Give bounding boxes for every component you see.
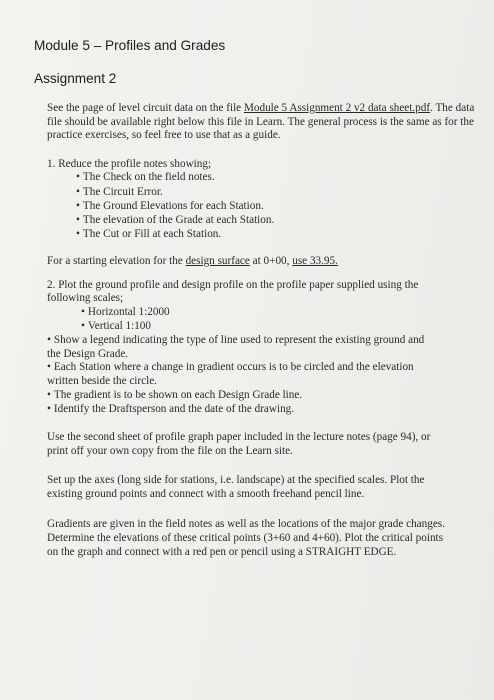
starting-elevation-line: For a starting elevation for the design surface at 0+00, use 33.95. xyxy=(47,255,338,267)
item2-bullet: • Show a legend indicating the type of line used to represent the existing ground and xyxy=(47,334,425,346)
bullet-icon: • xyxy=(76,200,80,212)
item1-bullet: • The Check on the field notes. xyxy=(76,171,215,183)
item2-bullet-cont: written beside the circle. xyxy=(47,375,157,387)
intro-text-start: See the page of level circuit data on the file xyxy=(47,102,244,114)
design-surface-text: design surface xyxy=(185,255,250,267)
bullet-icon: • xyxy=(81,306,85,318)
gradients-paragraph-cont: on the graph and connect with a red pen or pencil using a STRAIGHT EDGE. xyxy=(47,546,397,558)
bullet-icon: • xyxy=(76,228,80,240)
graph-paper-paragraph: Use the second sheet of profile graph paper included in the lecture notes (page 94), or xyxy=(47,431,431,443)
bullet-icon: • xyxy=(76,214,80,226)
scale-bullet: • Vertical 1:100 xyxy=(81,320,151,332)
item1-heading: 1. Reduce the profile notes showing; xyxy=(47,158,212,170)
intro-text-end: . The data file should be available right below this file in Learn. The general process is the same as for the practice exercises, so feel free to use that as a guide. xyxy=(47,102,475,142)
assignment-title: Assignment 2 xyxy=(34,71,117,86)
item2-bullet: • Identify the Draftsperson and the date of the drawing. xyxy=(47,403,295,415)
item2-bullet: • The gradient is to be shown on each Design Grade line. xyxy=(47,389,303,401)
item1-bullet: • The elevation of the Grade at each Station. xyxy=(76,214,275,226)
bullet-icon: • xyxy=(47,403,51,415)
axes-paragraph-cont: existing ground points and connect with a smooth freehand pencil line. xyxy=(47,488,365,500)
bullet-icon: • xyxy=(47,389,51,401)
data-sheet-link[interactable]: Module 5 Assignment 2 v2 data sheet.pdf xyxy=(243,102,431,114)
item2-heading-cont: following scales; xyxy=(47,292,124,304)
bullet-icon: • xyxy=(47,361,51,373)
item1-bullet: • The Ground Elevations for each Station. xyxy=(76,200,264,212)
scale-bullet: • Horizontal 1:2000 xyxy=(81,306,170,318)
gradients-paragraph-cont: Determine the elevations of these critical points (3+60 and 4+60). Plot the critical points xyxy=(47,532,443,544)
bullet-icon: • xyxy=(47,334,51,346)
item2-heading: 2. Plot the ground profile and design profile on the profile paper supplied using the xyxy=(47,279,419,291)
module-title: Module 5 – Profiles and Grades xyxy=(34,38,226,53)
item1-bullet: • The Cut or Fill at each Station. xyxy=(76,228,222,240)
axes-paragraph: Set up the axes (long side for stations, i.e. landscape) at the specified scales. Plot the xyxy=(47,474,425,486)
item2-bullet-cont: the Design Grade. xyxy=(47,348,129,360)
bullet-icon: • xyxy=(76,171,80,183)
item1-bullet: • The Circuit Error. xyxy=(76,186,163,198)
bullet-icon: • xyxy=(81,320,85,332)
bullet-icon: • xyxy=(76,186,80,198)
graph-paper-paragraph-cont: print off your own copy from the file on the Learn site. xyxy=(47,445,293,457)
starting-elevation-value: use 33.95. xyxy=(292,255,338,267)
item2-bullet: • Each Station where a change in gradient occurs is to be circled and the elevation xyxy=(47,361,414,373)
gradients-paragraph: Gradients are given in the field notes as well as the locations of the major grade changes. xyxy=(47,518,445,530)
intro-paragraph xyxy=(47,102,477,143)
